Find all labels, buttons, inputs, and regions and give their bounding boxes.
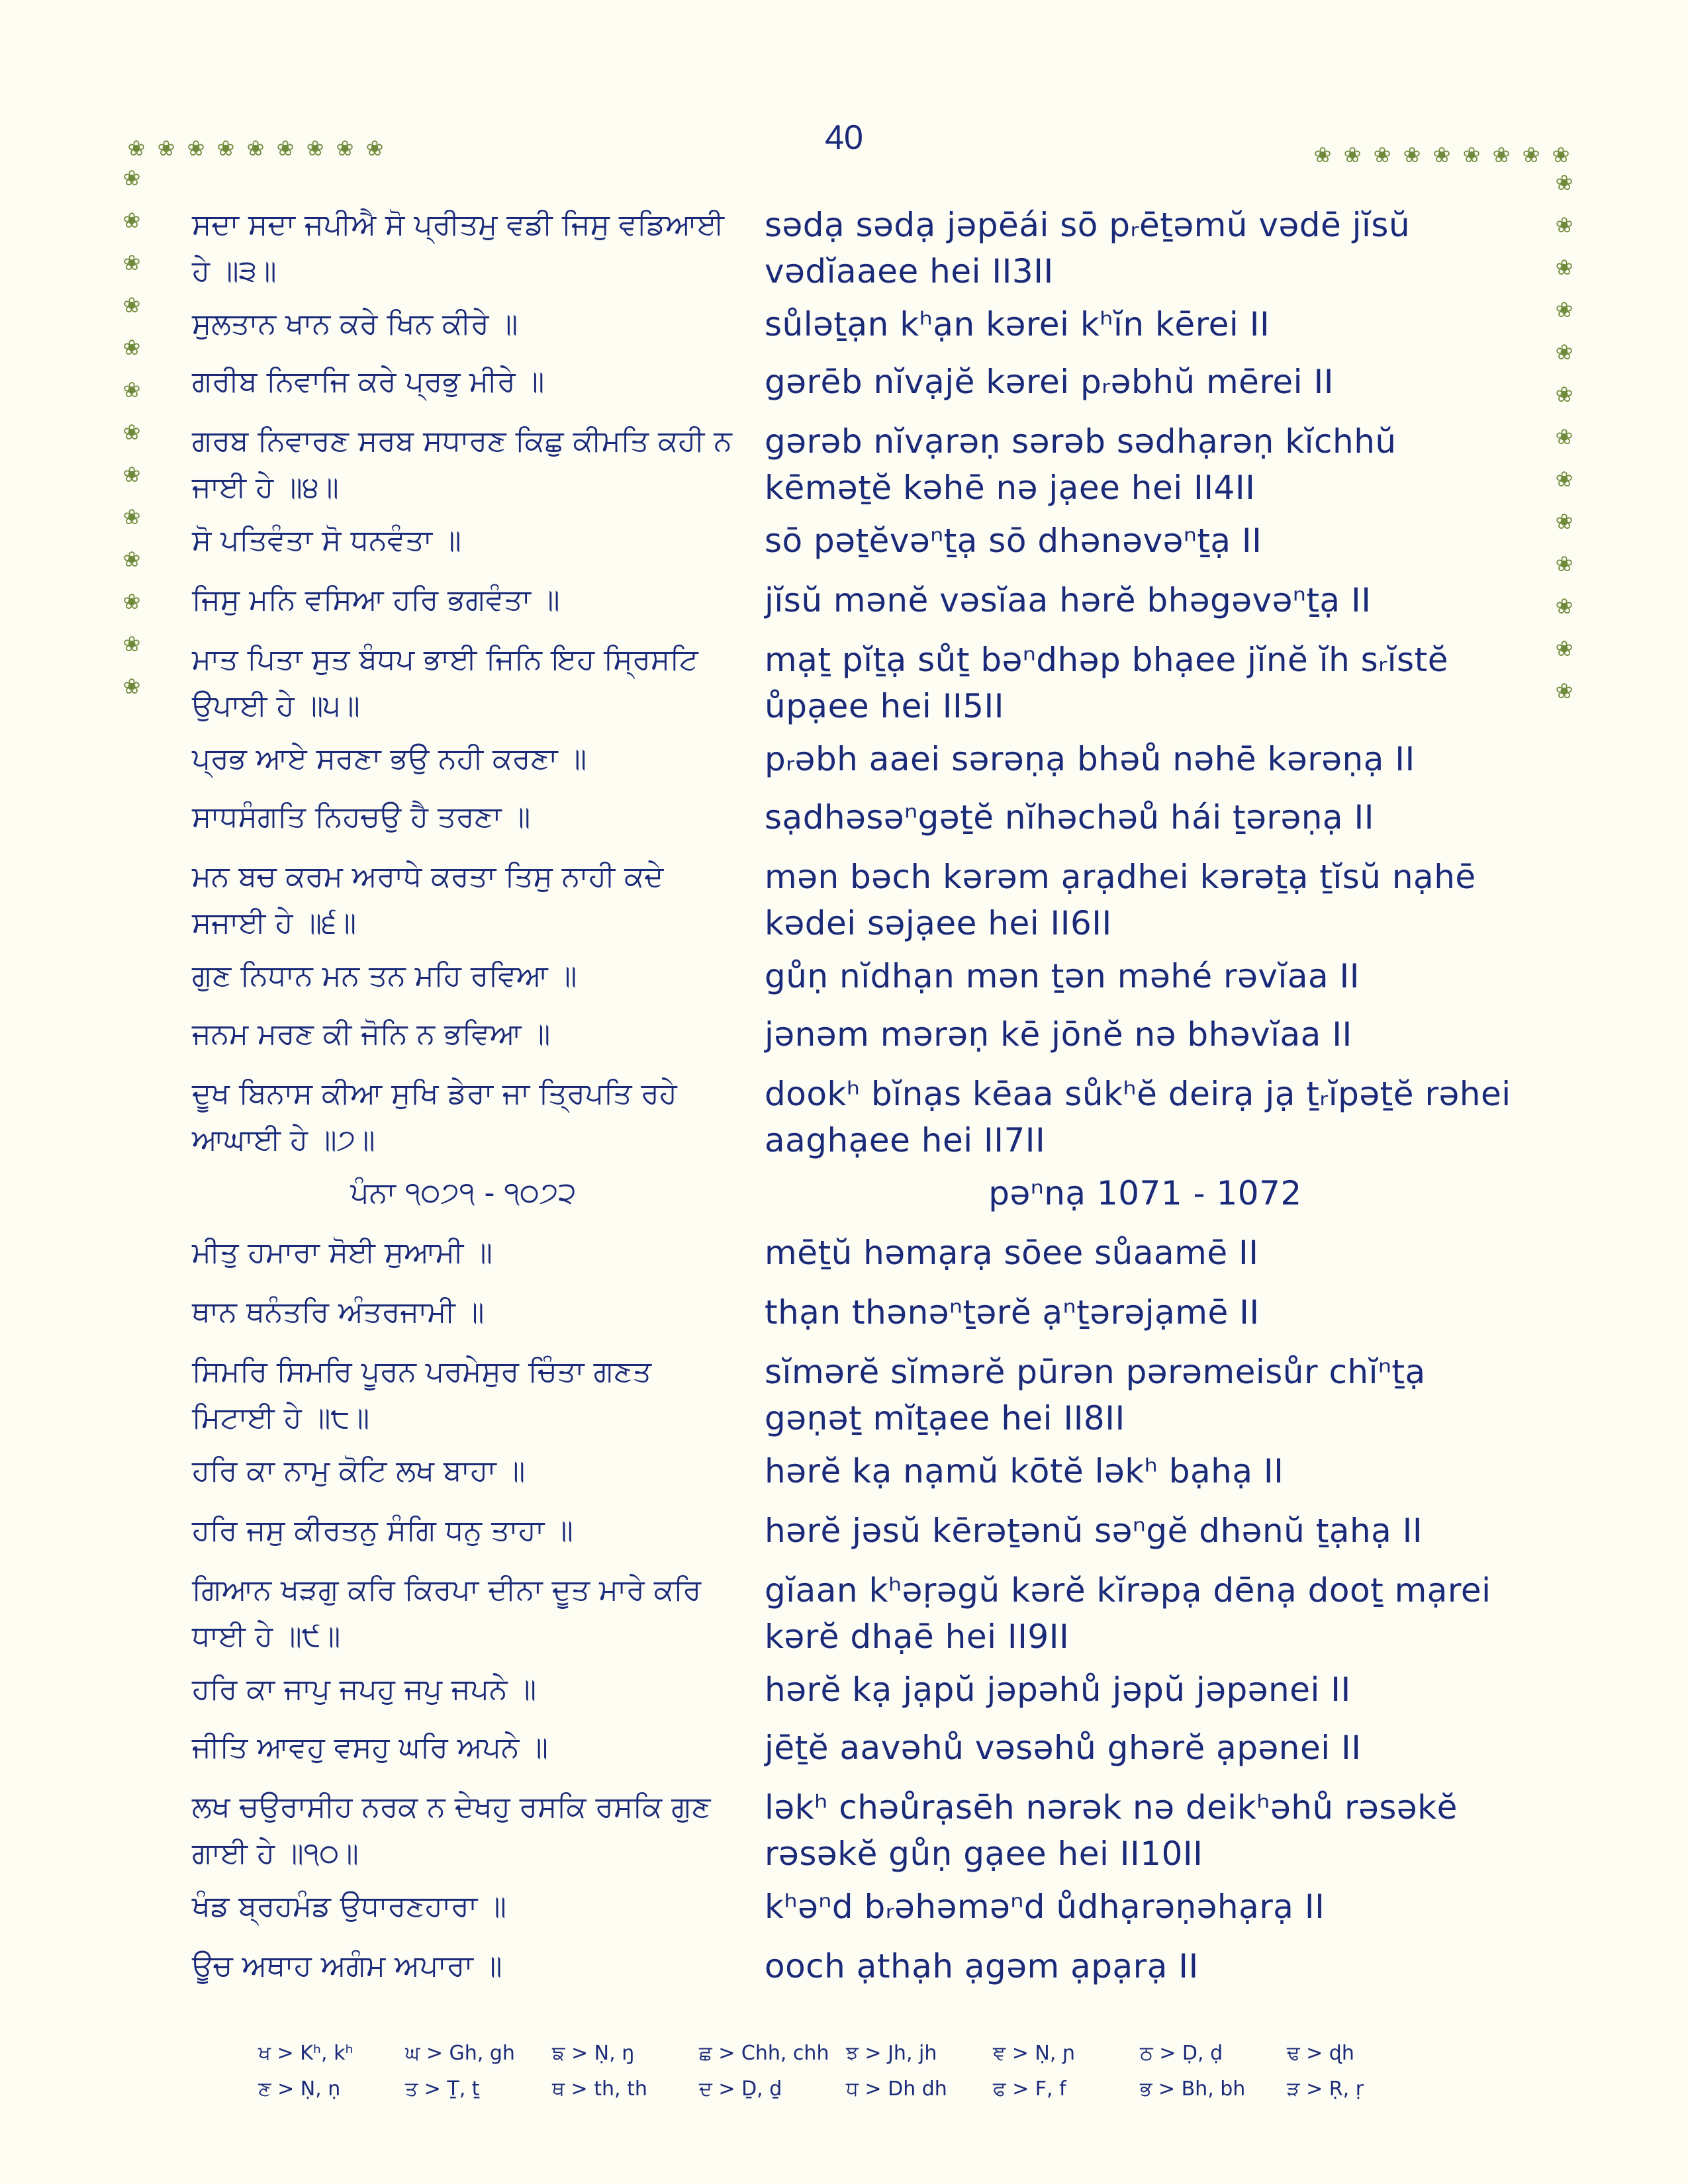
flower-ornament-icon: ❀	[157, 136, 175, 161]
legend-item: ਠ > Ḍ, ḍ	[1140, 2041, 1223, 2065]
flower-ornament-icon: ❀	[187, 136, 205, 161]
flower-ornament-icon: ❀	[122, 589, 141, 614]
legend-item: ਞ > Ṇ, ɲ	[993, 2041, 1076, 2065]
flower-ornament-icon: ❀	[365, 136, 384, 161]
gurmukhi-text: ਜਿਸੁ ਮਨਿ ਵਸਿਆ ਹਰਿ ਭਗਵੰਤਾ ॥	[192, 583, 560, 617]
legend-item: ਣ > Ṇ, ṇ	[258, 2077, 341, 2101]
legend-row	[258, 2071, 1450, 2107]
flower-ornament-icon: ❀	[1555, 212, 1573, 238]
gurmukhi-text: ਗਰਬ ਨਿਵਾਰਣ ਸਰਬ ਸਧਾਰਣ ਕਿਛੁ ਕੀਮਤਿ ਕਹੀ ਨ ਜਾਈ ਹੇ ॥੪॥	[192, 424, 732, 504]
flower-ornament-icon: ❀	[1373, 142, 1391, 167]
flower-ornament-icon: ❀	[1555, 509, 1573, 534]
legend-item: ਫ > F, f	[993, 2077, 1066, 2101]
transliteration-text: mạṯ pĭṯạ sůṯ bəⁿdhəp bhạee jĭnĕ ĭh sᵣĭstĕ ůpạee hei II5II	[765, 641, 1448, 725]
gurmukhi-text: ਥਾਨ ਥਨੰਤਰਿ ਅੰਤਰਜਾਮੀ ॥	[192, 1295, 485, 1329]
transliteration-text: sō pəṯĕvəⁿṯạ sō dhənəvəⁿṯạ II	[765, 522, 1262, 560]
gurmukhi-text: ਮਾਤ ਪਿਤਾ ਸੁਤ ਬੰਧਪ ਭਾਈ ਜਿਨਿ ਇਹ ਸ੍ਰਿਸਟਿ ਉਪਾਈ ਹੇ ॥੫॥	[192, 643, 698, 723]
transliteration-text: jĭsŭ mənĕ vəsĭaa hərĕ bhəgəvəⁿṯạ II	[765, 581, 1372, 619]
transliteration-legend	[258, 2035, 1450, 2107]
legend-item: ਖ > Kʰ, kʰ	[258, 2041, 353, 2065]
transliteration-text: sədạ sədạ jəpēái sō pᵣēṯəmŭ vədē jĭsŭ vədĭaaee hei II3II	[765, 206, 1411, 291]
flower-ornament-icon: ❀	[122, 165, 141, 191]
transliteration-text: hərĕ kạ nạmŭ kōtĕ ləkʰ bạhạ II	[765, 1452, 1284, 1490]
flower-ornament-icon: ❀	[1313, 142, 1332, 167]
flower-ornament-icon: ❀	[1555, 382, 1573, 407]
transliteration-text: gərēb nĭvạjĕ kərei pᵣəbhŭ mērei II	[765, 363, 1334, 401]
flower-ornament-icon: ❀	[1555, 467, 1573, 492]
gurmukhi-text: ਦੂਖ ਬਿਨਾਸ ਕੀਆ ਸੁਖਿ ਡੇਰਾ ਜਾ ਤ੍ਰਿਪਤਿ ਰਹੇ ਆਘਾਈ ਹੇ ॥੭॥	[192, 1077, 677, 1157]
flower-ornament-icon: ❀	[122, 462, 141, 487]
flower-ornament-icon: ❀	[122, 674, 141, 699]
flower-ornament-icon: ❀	[122, 250, 141, 275]
flower-ornament-icon: ❀	[1555, 594, 1573, 619]
flower-ornament-icon: ❀	[1555, 551, 1573, 576]
flower-ornament-icon: ❀	[1555, 297, 1573, 322]
transliteration-text: gərəb nĭvạrəṇ sərəb sədhạrəṇ kĭchhŭ kēməṯĕ kəhē nə jạee hei II4II	[765, 422, 1397, 507]
flower-ornament-icon: ❀	[122, 377, 141, 402]
flower-ornament-icon: ❀	[122, 547, 141, 572]
transliteration-text: ləkʰ chəůrạsēh nərək nə deikʰəhů rəsəkĕ rəsəkĕ gůṇ gạee hei II10II	[765, 1788, 1458, 1873]
flower-ornament-icon: ❀	[336, 136, 354, 161]
gurmukhi-text: ਮਨ ਬਚ ਕਰਮ ਅਰਾਧੇ ਕਰਤਾ ਤਿਸੁ ਨਾਹੀ ਕਦੇ ਸਜਾਈ ਹੇ ॥੬॥	[192, 860, 664, 940]
flower-ornament-icon: ❀	[122, 631, 141, 657]
transliteration-text: kʰəⁿd bᵣəhəməⁿd ůdhạrəṇəhạrạ II	[765, 1888, 1325, 1926]
legend-item: ਭ > Bh, bh	[1140, 2077, 1246, 2101]
transliteration-text: gĭaan kʰəṛəgŭ kərĕ kĭrəpạ dēnạ dooṯ mạrei kərĕ dhạē hei II9II	[765, 1571, 1491, 1656]
flower-ornament-icon: ❀	[1552, 142, 1570, 167]
flower-ornament-icon: ❀	[122, 335, 141, 360]
legend-item: ਛ > Chh, chh	[699, 2041, 829, 2065]
page-number: 40	[825, 118, 863, 157]
flower-ornament-icon: ❀	[1555, 424, 1573, 449]
gurmukhi-text: ਹਰਿ ਕਾ ਜਾਪੁ ਜਪਹੁ ਜਪੁ ਜਪਨੇ ॥	[192, 1672, 537, 1706]
transliteration-text: ooch ạthạh ạgəm ạpạrạ II	[765, 1947, 1199, 1985]
flower-ornament-icon: ❀	[1432, 142, 1451, 167]
legend-item: ਧ > Dh dh	[846, 2077, 947, 2101]
gurmukhi-text: ਪ੍ਰਭ ਆਏ ਸਰਣਾ ਭਉ ਨਹੀ ਕਰਣਾ ॥	[192, 742, 587, 776]
gurmukhi-text: ਸੋ ਪਤਿਵੰਤਾ ਸੋ ਧਨਵੰਤਾ ॥	[192, 523, 461, 557]
gurmukhi-text: ਲਖ ਚਉਰਾਸੀਹ ਨਰਕ ਨ ਦੇਖਹੁ ਰਸਕਿ ਰਸਕਿ ਗੁਣ ਗਾਈ ਹੇ ॥੧੦॥	[192, 1790, 711, 1870]
gurmukhi-text: ਗੁਣ ਨਿਧਾਨ ਮਨ ਤਨ ਮਹਿ ਰਵਿਆ ॥	[192, 959, 577, 993]
gurmukhi-text: ਊਚ ਅਥਾਹ ਅਗੰਮ ਅਪਾਰਾ ॥	[192, 1949, 502, 1983]
gurmukhi-text: ਗਰੀਬ ਨਿਵਾਜਿ ਕਰੇ ਪ੍ਰਭੁ ਮੀਰੇ ॥	[192, 365, 545, 398]
transliteration-text: hərĕ kạ jạpŭ jəpəhů jəpŭ jəpənei II	[765, 1670, 1351, 1709]
flower-ornament-icon: ❀	[1555, 678, 1573, 704]
gurmukhi-text: ਪੰਨਾ ੧੦੭੧ - ੧੦੭੨	[350, 1176, 577, 1210]
transliteration-text: sĭmərĕ sĭmərĕ pūrən pərəmeisůr chĭⁿṯạ gəṇəṯ mĭṯạee hei II8II	[765, 1353, 1426, 1437]
flower-ornament-icon: ❀	[246, 136, 265, 161]
legend-item: ਝ > Jh, jh	[846, 2041, 937, 2065]
flower-ornament-icon: ❀	[1403, 142, 1421, 167]
flower-ornament-icon: ❀	[1555, 170, 1573, 195]
legend-row	[258, 2035, 1450, 2071]
gurmukhi-text: ਜਨਮ ਮਰਣ ਕੀ ਜੋਨਿ ਨ ਭਵਿਆ ॥	[192, 1017, 551, 1051]
transliteration-text: pᵣəbh aaei sərəṇạ bhəů nəhē kərəṇạ II	[765, 740, 1415, 778]
transliteration-text: jənəm mərəṇ kē jōnĕ nə bhəvĭaa II	[765, 1015, 1352, 1054]
transliteration-text: gůṇ nĭdhạn mən ṯən məhé rəvĭaa II	[765, 957, 1360, 995]
flower-ornament-icon: ❀	[1555, 255, 1573, 280]
gurmukhi-text: ਸਿਮਰਿ ਸਿਮਰਿ ਪੂਰਨ ਪਰਮੇਸੁਰ ਚਿੰਤਾ ਗਣਤ ਮਿਟਾਈ ਹੇ ॥੮॥	[192, 1355, 652, 1435]
flower-ornament-icon: ❀	[1522, 142, 1540, 167]
transliteration-text: pəⁿnạ 1071 - 1072	[988, 1174, 1302, 1212]
flower-ornament-icon: ❀	[122, 420, 141, 445]
legend-item: ੜ > Ṛ, ṛ	[1287, 2077, 1364, 2101]
transliteration-text: mən bəch kərəm ạrạdhei kərəṯạ ṯĭsŭ nạhē kədei səjạee hei II6II	[765, 858, 1476, 942]
transliteration-text: hərĕ jəsŭ kērəṯənŭ səⁿgĕ dhənŭ ṯạhạ II	[765, 1512, 1423, 1550]
flower-ornament-icon: ❀	[276, 136, 295, 161]
transliteration-text: thạn thənəⁿṯərĕ ạⁿṯərəjạmē II	[765, 1293, 1260, 1332]
flower-ornament-icon: ❀	[1555, 636, 1573, 661]
flower-ornament-icon: ❀	[216, 136, 235, 161]
gurmukhi-text: ਹਰਿ ਕਾ ਨਾਮੁ ਕੋਟਿ ਲਖ ਬਾਹਾ ॥	[192, 1454, 526, 1488]
flower-ornament-icon: ❀	[122, 504, 141, 529]
legend-item: ਘ > Gh, gh	[405, 2041, 515, 2065]
flower-ornament-icon: ❀	[122, 293, 141, 318]
flower-ornament-icon: ❀	[127, 136, 146, 161]
gurmukhi-text: ਹਰਿ ਜਸੁ ਕੀਰਤਨੁ ਸੰਗਿ ਧਨੁ ਤਾਹਾ ॥	[192, 1514, 573, 1547]
legend-item: ਤ > Ṯ, ṯ	[405, 2077, 480, 2101]
transliteration-text: jēṯĕ aavəhů vəsəhů ghərĕ ạpənei II	[765, 1729, 1362, 1767]
flower-ornament-icon: ❀	[1555, 340, 1573, 365]
gurmukhi-text: ਸੁਲਤਾਨ ਖਾਨ ਕਰੇ ਖਿਨ ਕੀਰੇ ॥	[192, 307, 518, 341]
flower-ornament-icon: ❀	[1343, 142, 1362, 167]
transliteration-text: sạdhəsəⁿgəṯĕ nĭhəchəů hái ṯərəṇạ II	[765, 798, 1374, 837]
legend-item: ਙ > Ṇ, ŋ	[552, 2041, 635, 2065]
flower-ornament-icon: ❀	[1492, 142, 1511, 167]
legend-item: ਥ > th, th	[552, 2077, 647, 2101]
legend-item: ਦ > Ḏ, ḏ	[699, 2077, 782, 2101]
gurmukhi-text: ਸਦਾ ਸਦਾ ਜਪੀਐ ਸੋ ਪ੍ਰੀਤਮੁ ਵਡੀ ਜਿਸੁ ਵਡਿਆਈ ਹੇ ॥੩॥	[192, 208, 724, 288]
gurmukhi-text: ਗਿਆਨ ਖੜਗੁ ਕਰਿ ਕਿਰਪਾ ਦੀਨਾ ਦੂਤ ਮਾਰੇ ਕਰਿ ਧਾਈ ਹੇ ॥੯॥	[192, 1573, 702, 1653]
flower-ornament-icon: ❀	[1462, 142, 1481, 167]
flower-ornament-icon: ❀	[306, 136, 324, 161]
transliteration-text: mēṯŭ həmạrạ sōee sůaamē II	[765, 1234, 1259, 1272]
gurmukhi-text: ਮੀਤੁ ਹਮਾਰਾ ਸੋਈ ਸੁਆਮੀ ॥	[192, 1236, 492, 1269]
gurmukhi-text: ਜੀਤਿ ਆਵਹੁ ਵਸਹੁ ਘਰਿ ਅਪਨੇ ॥	[192, 1731, 549, 1764]
flower-ornament-icon: ❀	[122, 208, 141, 233]
gurmukhi-text: ਸਾਧਸੰਗਤਿ ਨਿਹਚਉ ਹੈ ਤਰਣਾ ॥	[192, 800, 531, 834]
transliteration-text: sůləṯạn kʰạn kərei kʰĭn kērei II	[765, 305, 1270, 343]
transliteration-text: dookʰ bĭnạs kēaa sůkʰĕ deirạ jạ ṯᵣĭpəṯĕ rəhei aaghạee hei II7II	[765, 1075, 1511, 1160]
gurmukhi-text: ਖੰਡ ਬ੍ਰਹਮੰਡ ਉਧਾਰਣਹਾਰਾ ॥	[192, 1889, 506, 1923]
legend-item: ਢ > ɖh	[1287, 2041, 1354, 2065]
